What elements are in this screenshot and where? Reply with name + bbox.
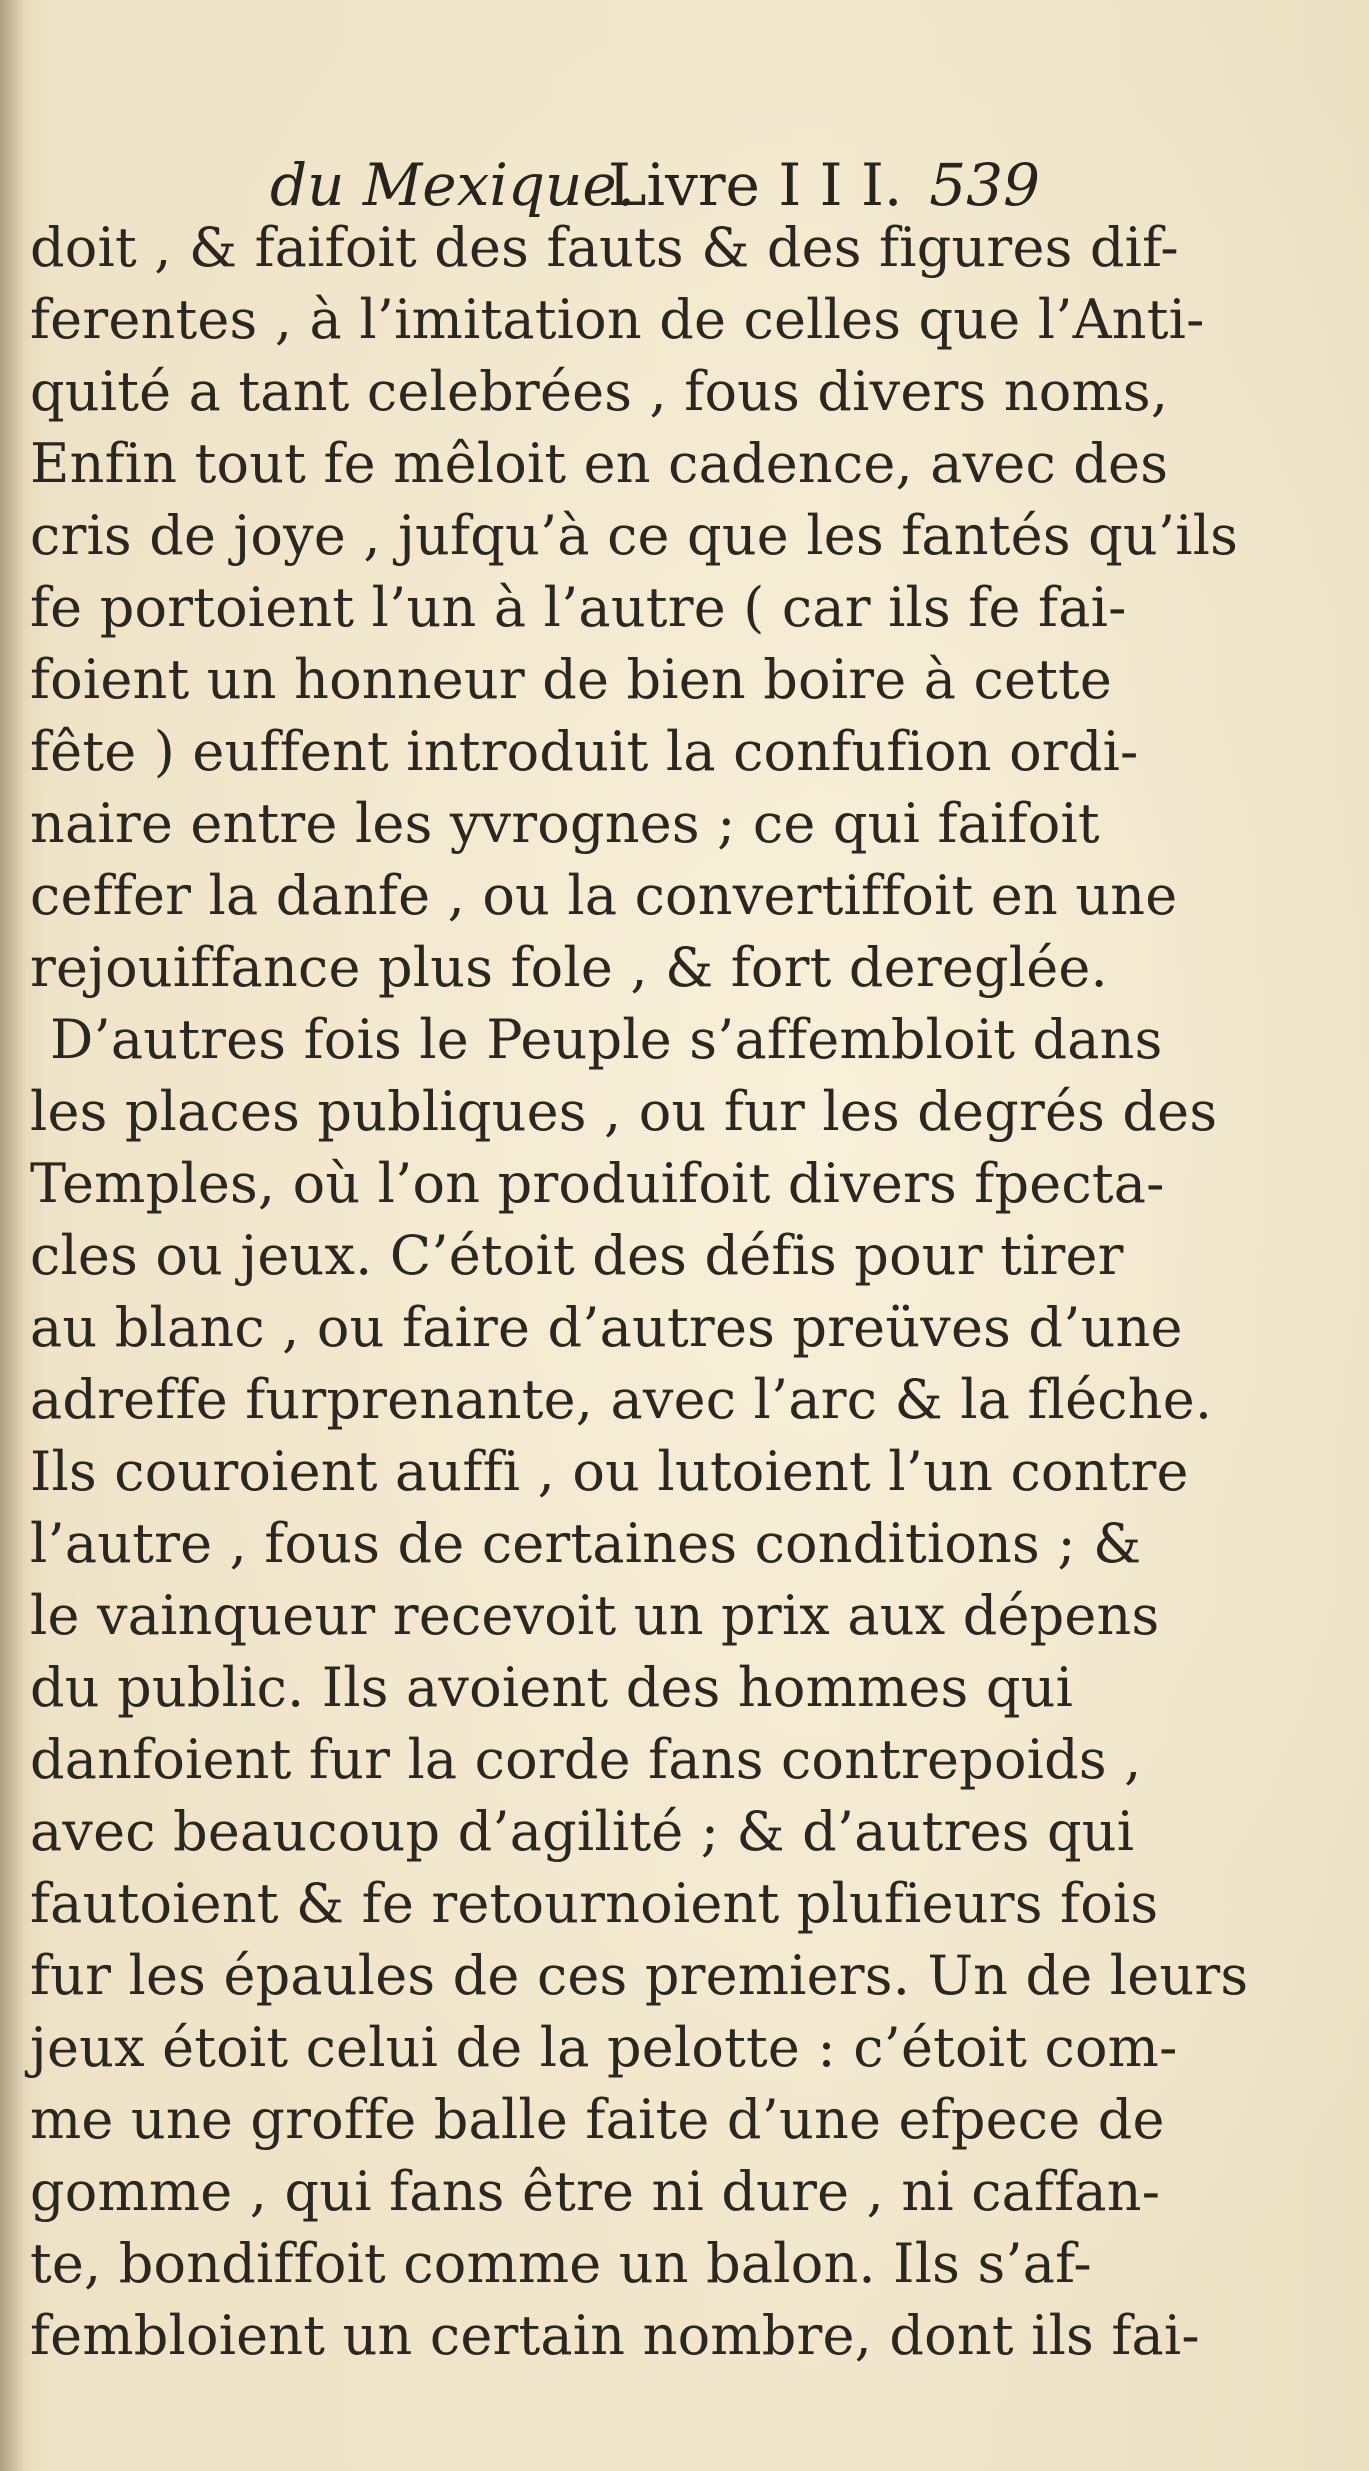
body-text: [30, 212, 1249, 2372]
text-line: au blanc , ou faire d’autres preüves d’une: [30, 1296, 1183, 1359]
text-line: quité a tant celebrées , fous divers noms,: [30, 360, 1169, 423]
text-line: Enfin tout fe mêloit en cadence, avec des: [30, 432, 1169, 495]
page-number: 539: [929, 151, 1040, 219]
text-line: rejouiffance plus fole , & fort dereglée.: [30, 936, 1108, 999]
gutter-shadow: [0, 0, 26, 2471]
text-line: Ils couroient auffi , ou lutoient l’un contre: [30, 1440, 1189, 1503]
text-line: danfoient fur la corde fans contrepoids ,: [30, 1728, 1142, 1791]
text-line: foient un honneur de bien boire à cette: [30, 648, 1113, 711]
text-line: fur les épaules de ces premiers. Un de leurs: [30, 1944, 1249, 2007]
text-line: ferentes , à l’imitation de celles que l’Anti-: [30, 288, 1205, 351]
text-line: cris de joye , jufqu’à ce que les fantés qu’ils: [30, 504, 1239, 567]
text-line: les places publiques , ou fur les degrés des: [30, 1080, 1218, 1143]
text-line: avec beaucoup d’agilité ; & d’autres qui: [30, 1800, 1135, 1863]
text-line: te, bondiffoit comme un balon. Ils s’af-: [30, 2232, 1092, 2295]
text-line: doit , & faifoit des fauts & des figures dif-: [30, 216, 1179, 279]
text-line: cles ou jeux. C’étoit des défis pour tirer: [30, 1224, 1124, 1287]
text-line: fe portoient l’un à l’autre ( car ils fe fai-: [30, 576, 1127, 639]
text-line: fautoient & fe retournoient plufieurs fois: [30, 1872, 1159, 1935]
text-line: fembloient un certain nombre, dont ils fai-: [30, 2304, 1200, 2367]
text-line: le vainqueur recevoit un prix aux dépens: [30, 1584, 1160, 1647]
text-line: me une groffe balle faite d’une efpece de: [30, 2088, 1165, 2151]
text-line: jeux étoit celui de la pelotte : c’étoit com-: [30, 2016, 1178, 2079]
running-title: du Mexique.: [270, 151, 636, 219]
text-line: adreffe furprenante, avec l’arc & la fléche.: [30, 1368, 1213, 1431]
text-line: naire entre les yvrognes ; ce qui faifoit: [30, 792, 1100, 855]
text-line: gomme , qui fans être ni dure , ni caffan-: [30, 2160, 1161, 2223]
book-number: Livre I I I.: [608, 151, 903, 219]
text-line: ceffer la danfe , ou la convertiffoit en une: [30, 864, 1178, 927]
paragraph-start-line: D’autres fois le Peuple s’affembloit dans: [50, 1008, 1163, 1071]
text-line: du public. Ils avoient des hommes qui: [30, 1656, 1074, 1719]
text-line: Temples, où l’on produifoit divers fpecta-: [30, 1152, 1165, 1215]
text-line: fête ) euffent introduit la confufion ordi-: [30, 720, 1139, 783]
text-line: l’autre , fous de certaines conditions ; &: [30, 1512, 1142, 1575]
running-head: [270, 150, 1040, 220]
